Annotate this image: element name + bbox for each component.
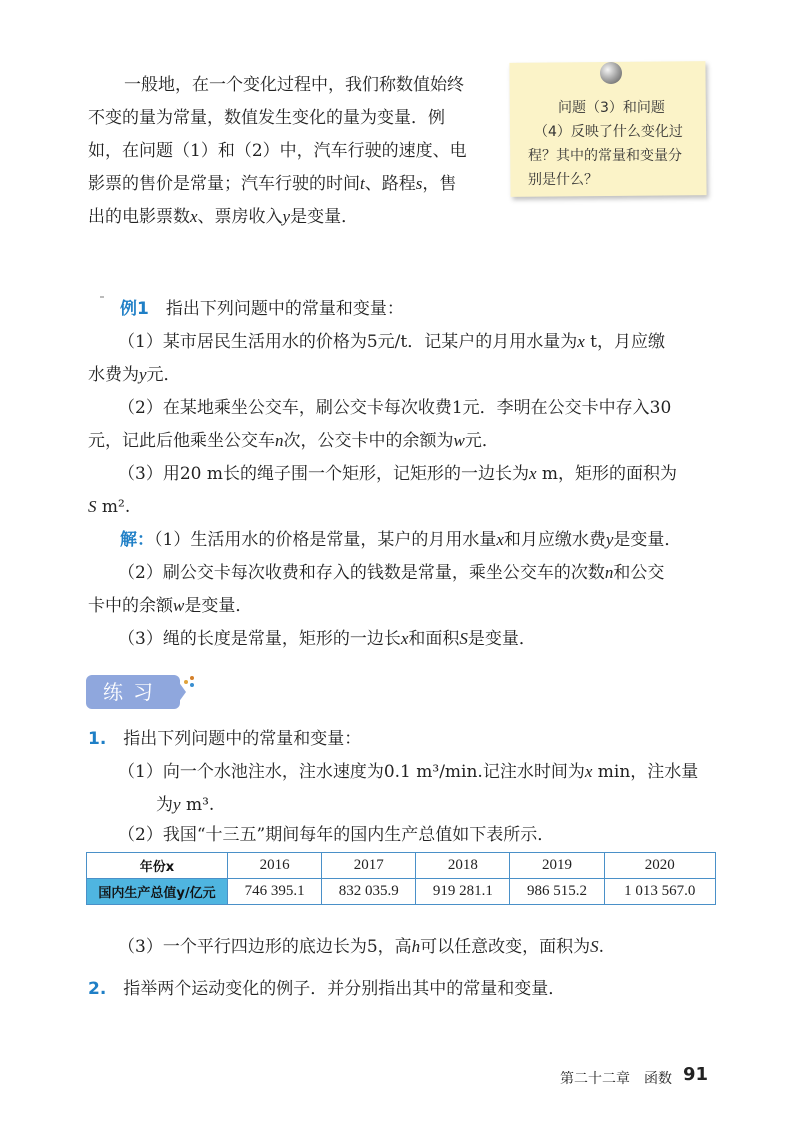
table-cell: 2020 [604, 853, 716, 879]
note-line-2: （4）反映了什么变化过 [534, 124, 683, 140]
exercise-badge: 练习 [86, 675, 180, 709]
exercise-2-number: 2. [88, 979, 107, 999]
table-cell: 2017 [322, 853, 416, 879]
divider-mark [100, 296, 104, 298]
intro-line-1: 一般地，在一个变化过程中，我们称数值始终 [124, 75, 464, 95]
gdp-table [86, 852, 716, 905]
example-label: 例1 [120, 299, 149, 319]
note-line-4: 别是什么？ [528, 172, 598, 188]
table-cell: 1 013 567.0 [604, 879, 716, 905]
example-q2-line1: （2）在某地乘坐公交车，刷公交卡每次收费1元．李明在公交卡中存入30 [118, 398, 672, 418]
exercise-1-part1-line2: 为y m³. [156, 795, 215, 815]
table-cell: 919 281.1 [416, 879, 510, 905]
exercise-1-part1-line1: （1）向一个水池注水，注水速度为0.1 m³/min.记注水时间为x min，注水量 [118, 762, 699, 782]
table-cell: 986 515.2 [510, 879, 604, 905]
exercise-2: 2. 指举两个运动变化的例子．并分别指出其中的常量和变量． [88, 979, 566, 999]
example-q3-line1: （3）用20 m长的绳子围一个矩形，记矩形的一边长为x m，矩形的面积为 [118, 464, 678, 484]
page-number: 91 [683, 1064, 709, 1085]
example-q2-line2: 元，记此后他乘坐公交车n次，公交卡中的余额为w元． [88, 431, 499, 451]
example-q3-line2: S m². [88, 497, 131, 517]
table-cell: 746 395.1 [228, 879, 322, 905]
example-q1-line2: 水费为y元． [88, 365, 181, 385]
intro-line-3: 如，在问题（1）和（2）中，汽车行驶的速度、电 [88, 141, 467, 161]
exercise-1-part2: （2）我国“十三五”期间每年的国内生产总值如下表所示． [118, 825, 555, 845]
table-cell: 832 035.9 [322, 879, 416, 905]
chapter-footer: 第二十二章 函数 [560, 1071, 672, 1087]
intro-line-5: 出的电影票数x、票房收入y是变量． [88, 207, 359, 227]
solution-label: 解： [120, 530, 154, 550]
exercise-1: 1. 指出下列问题中的常量和变量： [88, 729, 362, 749]
example-q1-line1: （1）某市居民生活用水的价格为5元/t．记某户的月用水量为x t，月应缴 [118, 332, 665, 352]
table-cell: 2019 [510, 853, 604, 879]
solution-line3: 卡中的余额w是变量． [88, 596, 253, 616]
note-line-3: 程？其中的常量和变量分 [528, 148, 682, 164]
pushpin-icon [600, 62, 622, 84]
intro-line-4: 影票的售价是常量；汽车行驶的时间t、路程s，售 [88, 174, 457, 194]
note-line-1: 问题（3）和问题 [558, 100, 665, 116]
note-text [514, 96, 704, 192]
table-row [87, 879, 716, 905]
solution-line2: （2）刷公交卡每次收费和存入的钱数是常量，乘坐公交车的次数n和公交 [118, 563, 665, 583]
solution-line4: （3）绳的长度是常量，矩形的一边长x和面积S是变量． [118, 629, 536, 649]
table-header-year: 年份x [87, 853, 228, 879]
intro-line-2: 不变的量为常量，数值发生变化的量为变量．例 [88, 108, 445, 128]
table-header-gdp: 国内生产总值y/亿元 [87, 879, 228, 905]
table-row [87, 853, 716, 879]
solution-line1: 解：（1）生活用水的价格是常量，某户的月用水量x和月应缴水费y是变量． [120, 530, 682, 550]
example-title: 例1 指出下列问题中的常量和变量： [120, 299, 404, 319]
table-cell: 2018 [416, 853, 510, 879]
table-cell: 2016 [228, 853, 322, 879]
exercise-1-part3: （3）一个平行四边形的底边长为5，高h可以任意改变，面积为S. [118, 937, 605, 957]
dots-icon [184, 676, 196, 688]
exercise-1-number: 1. [88, 729, 107, 749]
